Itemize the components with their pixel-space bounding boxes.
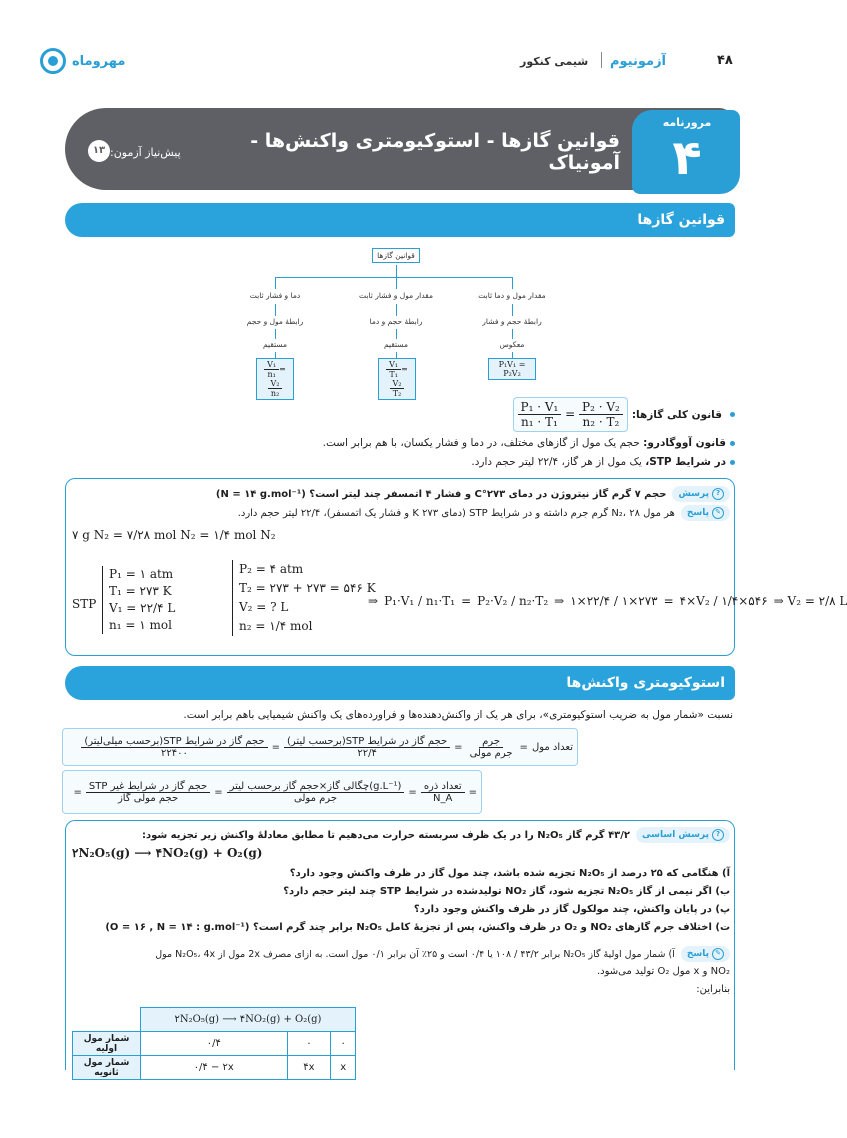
avogadro-line: قانون آووگادرو: حجم یک مول از گازهای مختلف، در دما و فشار یکسان، با هم برابر است. xyxy=(323,437,735,449)
answer-text-3: بنابراین: xyxy=(696,984,730,995)
tree-connector xyxy=(396,329,397,339)
tree-connector xyxy=(275,329,276,339)
answer-text: هر مول N₂، ۲۸ گرم جرم داشته و در شرایط STP (دمای ۲۷۳ K و فشار یک اتمسفر)، ۲۲/۴ لیتر حجم دارد. xyxy=(237,507,675,519)
prereq-number: ۱۳ xyxy=(88,140,110,162)
answer-text-2: NO₂ و x مول O₂ تولید می‌شود. xyxy=(596,966,730,977)
tree-connector xyxy=(512,304,513,316)
chapter-title: قوانین گازها - استوکیومتری واکنش‌ها - آمونیاک xyxy=(250,130,620,174)
stp-label: STP xyxy=(72,597,97,611)
ice-table xyxy=(72,1007,356,1080)
brand-logo xyxy=(40,48,125,74)
stp-line: در شرایط STP، یک مول از هر گاز، ۲۲/۴ لیتر حجم دارد. xyxy=(471,456,735,468)
table-row: شمار مول اولیه ۰/۴ ۰ ۰ xyxy=(73,1032,356,1056)
branch-relation: رابطهٔ مول و حجم xyxy=(246,317,304,326)
branch-relation: رابطهٔ حجم و فشار xyxy=(482,317,542,326)
series-name: آزمونیوم xyxy=(610,54,667,69)
subject-name: شیمی کنکور xyxy=(520,55,589,68)
answer-text: آ) شمار مول اولیهٔ گاز N₂O₅ برابر ۴۳/۲ / ۱۰۸ یا ۰/۴ است و ۲۵٪ آن برابر ۰/۱ مول است. به ازای مصرف 2x مول از N₂O₅، 4x مول xyxy=(155,948,675,960)
tree-connector xyxy=(512,329,513,339)
question-part-a: آ) هنگامی که ۲۵ درصد از N₂O₅ تجزیه شده باشد، چند مول گاز در ظرف واکنش وجود دارد؟ xyxy=(289,868,730,879)
mole-formula-1: تعداد مول = $\frac{\text{جرم}}{\text{جرم مولی}}$ = $\frac{\text{حجم گاز در شرایط STP(برحسب لیتر)}}{۲۲/۴}$ = $\frac{\text{حجم گاز در شرایط STP(برحسب میلی‌لیتر)}}{۲۲۴۰۰}$ xyxy=(62,728,578,766)
tree-connector xyxy=(275,304,276,316)
prereq-label: پیش‌نیاز آزمون: xyxy=(110,146,181,159)
general-law-line xyxy=(513,397,735,432)
question-tag: ? پرسش xyxy=(672,486,730,502)
branch-type: معکوس xyxy=(499,340,525,349)
branch-condition: مقدار مول و دما ثابت xyxy=(478,291,546,300)
flower-logo-icon xyxy=(40,48,66,74)
tree-connector xyxy=(275,277,512,278)
tree-connector xyxy=(396,304,397,316)
tree-connector xyxy=(396,277,397,289)
question-1 xyxy=(216,486,730,502)
stp-values: P₁ = ۱ atm T₁ = ۲۷۳ K V₁ = ۲۲/۴ L n₁ = ۱ mol xyxy=(102,566,175,634)
tree-connector xyxy=(396,265,397,277)
mol-calc: ۷ g N₂ = ۷/۲۸ mol N₂ = ۱/۴ mol N₂ xyxy=(72,528,276,542)
tree-root: قوانین گازها xyxy=(372,248,420,263)
header-divider xyxy=(601,52,602,68)
tree-connector xyxy=(512,277,513,289)
branch-condition: مقدار مول و فشار ثابت xyxy=(359,291,433,300)
chapter-label: مرورنامه xyxy=(662,116,712,129)
question-text: ۴۳/۲ گرم گاز N₂O₅ را در یک ظرف سربسته حرارت می‌دهیم تا مطابق معادلهٔ واکنش زیر تجزیه شود: xyxy=(141,829,631,841)
general-law-formula: $\frac{\text{P₁ · V₁}}{\text{n₁ · T₁}}$ = $\frac{\text{P₂ · V₂}}{\text{n₂ · T₂}}$ xyxy=(513,397,628,432)
answer-tag: ✎ پاسخ xyxy=(681,946,730,962)
brand-name: مهروماه xyxy=(72,53,126,69)
pencil-icon: ✎ xyxy=(712,507,724,519)
section-title-gas-laws: قوانین گازها xyxy=(618,203,733,237)
question-text: حجم ۷ گرم گاز نیتروژن در دمای ۲۷۳°C و فشار ۴ اتمسفر چند لیتر است؟ (N = ۱۴ g.mol⁻¹) xyxy=(215,488,667,500)
table-row: ۲N₂O₅(g) ⟶ ۴NO₂(g) + O₂(g) xyxy=(73,1008,356,1032)
reaction-equation: ۲N₂O₅(g) ⟶ ۴NO₂(g) + O₂(g) xyxy=(72,846,263,860)
page-number: ۴۸ xyxy=(717,53,733,68)
question-icon: ? xyxy=(712,829,724,841)
mole-formula-2: = $\frac{\text{تعداد ذره}}{N\_A}$ = $\frac{\text{(g.L⁻¹)چگالی گاز×حجم گاز برحسب لیتر}}{\text{جرم مولی}}$ = $\frac{\text{حجم گاز در شرایط غیر STP}}{\text{حجم مولی گاز}}$ = xyxy=(62,770,482,814)
question-part-b: ب) اگر نیمی از گاز N₂O₅ تجزیه شود، گاز NO₂ تولیدشده در شرایط STP چند لیتر حجم دارد؟ xyxy=(283,886,730,897)
branch-type: مستقیم xyxy=(383,340,409,349)
gas-law-calc: ⇒ P₁·V₁ / n₁·T₁ = P₂·V₂ / n₂·T₂ ⇒ ۱×۲۲/۴ / ۱×۲۷۳ = ۴×V₂ / ۱/۴×۵۴۶ ⇒ V₂ = ۲/۸ L xyxy=(368,594,847,608)
pencil-icon: ✎ xyxy=(712,948,724,960)
question-icon: ? xyxy=(712,488,724,500)
chapter-number: ۴ xyxy=(672,130,702,186)
bullet-dot xyxy=(730,460,735,465)
question-part-c: پ) در پایان واکنش، چند مولکول گاز در ظرف واکنش وجود دارد؟ xyxy=(413,904,730,915)
bullet-dot xyxy=(730,441,735,446)
question-2 xyxy=(142,827,730,843)
branch-relation: رابطهٔ حجم و دما xyxy=(369,317,423,326)
bullet-dot xyxy=(730,412,735,417)
tree-connector xyxy=(275,277,276,289)
table-row: شمار مول ثانویه ۰/۴ − ۲x ۴x x xyxy=(73,1056,356,1080)
section-title-stoich: استوکیومتری واکنش‌ها xyxy=(560,666,733,700)
stoich-intro: نسبت «شمار مول به ضریب استوکیومتری»، برای هر یک از واکنش‌دهنده‌ها و فراورده‌های یک واکنش شیمیایی باهم برابر است. xyxy=(183,709,733,721)
answer-1 xyxy=(238,505,730,521)
answer-tag: ✎ پاسخ xyxy=(681,505,730,521)
formula-box: P₁V₁ = P₂V₂ xyxy=(488,358,536,380)
question-tag: ? پرسش اساسی xyxy=(636,827,730,843)
new-values: P₂ = ۴ atm T₂ = ۲۷۳ + ۲۷۳ = ۵۴۶ K V₂ = ? L n₂ = ۱/۴ mol xyxy=(232,560,376,636)
formula-box: $\frac{\text{V₁}}{\text{n₁}}$ = $\frac{\text{V₂}}{\text{n₂}}$ xyxy=(256,358,294,400)
branch-type: مستقیم xyxy=(262,340,288,349)
general-law-label: قانون کلی گازها: xyxy=(631,408,722,421)
formula-box: $\frac{\text{V₁}}{\text{T₁}}$ = $\frac{\text{V₂}}{\text{T₂}}$ xyxy=(378,358,416,400)
branch-condition: دما و فشار ثابت xyxy=(249,291,301,300)
question-part-d: ت) اختلاف جرم گازهای NO₂ و O₂ در ظرف واکنش، پس از تجزیهٔ کامل N₂O₅ برابر چند گرم است؟ (O = ۱۶ , N = ۱۴ : g.mol⁻¹) xyxy=(105,922,730,933)
answer-2 xyxy=(155,946,730,962)
